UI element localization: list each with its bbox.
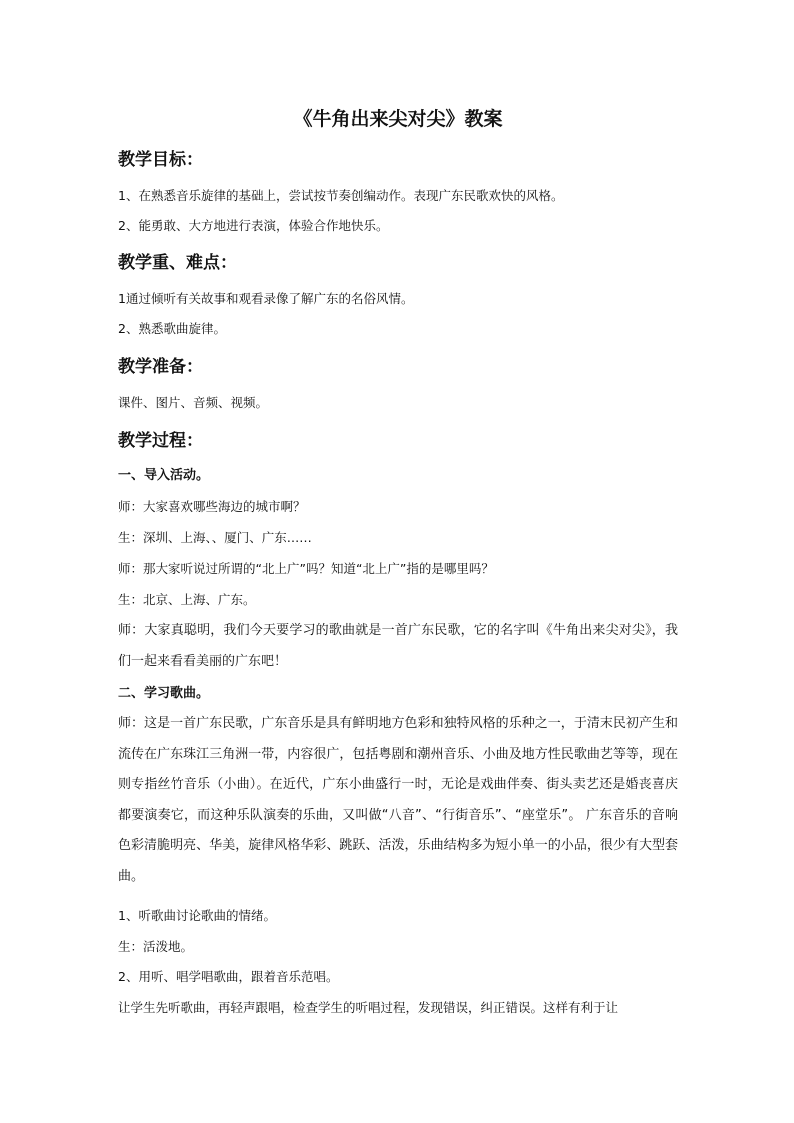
- process-heading: 教学过程：: [118, 431, 203, 451]
- prep-heading: 教学准备：: [118, 357, 203, 377]
- document-title: 《牛角出来尖对尖》教案: [293, 108, 503, 130]
- keypoint-item-2: 2、熟悉歌曲旋律。: [118, 321, 226, 336]
- prep-item-1: 课件、图片、音频、视频。: [118, 395, 269, 410]
- step-line-3: 2、用听、唱学唱歌曲，跟着音乐范唱。: [118, 969, 339, 984]
- keypoints-heading: 教学重、难点：: [118, 253, 237, 273]
- dialogue-line-2: 生：深圳、上海、、厦门、广东……: [118, 530, 312, 545]
- part2-heading: 二、学习歌曲。: [118, 686, 210, 701]
- goals-heading: 教学目标：: [118, 150, 203, 170]
- goal-item-1: 1、在熟悉音乐旋律的基础上，尝试按节奏创编动作。表现广东民歌欢快的风格。: [118, 188, 564, 203]
- dialogue-line-3: 师：那大家听说过所谓的“北上广”吗？知道“北上广”指的是哪里吗？: [118, 561, 494, 576]
- dialogue-line-4: 生：北京、上海、广东。: [118, 592, 256, 607]
- step-line-2: 生：活泼地。: [118, 939, 194, 954]
- document-page: [118, 0, 678, 1123]
- part1-heading: 一、导入活动。: [118, 468, 210, 483]
- last-line: 让学生先听歌曲，再轻声跟唱，检查学生的听唱过程，发现错误，纠正错误。这样有利于让: [118, 1000, 619, 1015]
- dialogue-line-1: 师：大家喜欢哪些海边的城市啊？: [118, 499, 306, 514]
- step-line-1: 1、听歌曲讨论歌曲的情绪。: [118, 908, 276, 923]
- dialogue-paragraph: 师：大家真聪明，我们今天要学习的歌曲就是一首广东民歌，它的名字叫《牛角出来尖对尖》，我们一起来看看美丽的广东吧！: [118, 623, 678, 669]
- music-intro-paragraph: 师：这是一首广东民歌，广东音乐是具有鲜明地方色彩和独特风格的乐种之一，于清末民初产生和流传在广东珠江三角洲一带，内容很广，包括粤剧和潮州音乐、小曲及地方性民歌曲艺等等，现在则专指丝竹音乐（小曲）。在近代，广东小曲盛行一时，无论是戏曲伴奏、街头卖艺还是婚丧喜庆都要演奏它，而这种乐队演奏的乐曲，又叫做“八音”、“行街音乐”、“座堂乐”。 广东音乐的音响色彩清脆明亮、华美，旋律风格华彩、跳跃、活泼，乐曲结构多为短小单一的小品，很少有大型套曲。: [118, 716, 678, 884]
- goal-item-2: 2、能勇敢、大方地进行表演，体验合作地快乐。: [118, 218, 389, 233]
- keypoint-item-1: 1通过倾听有关故事和观看录像了解广东的名俗风情。: [118, 291, 414, 306]
